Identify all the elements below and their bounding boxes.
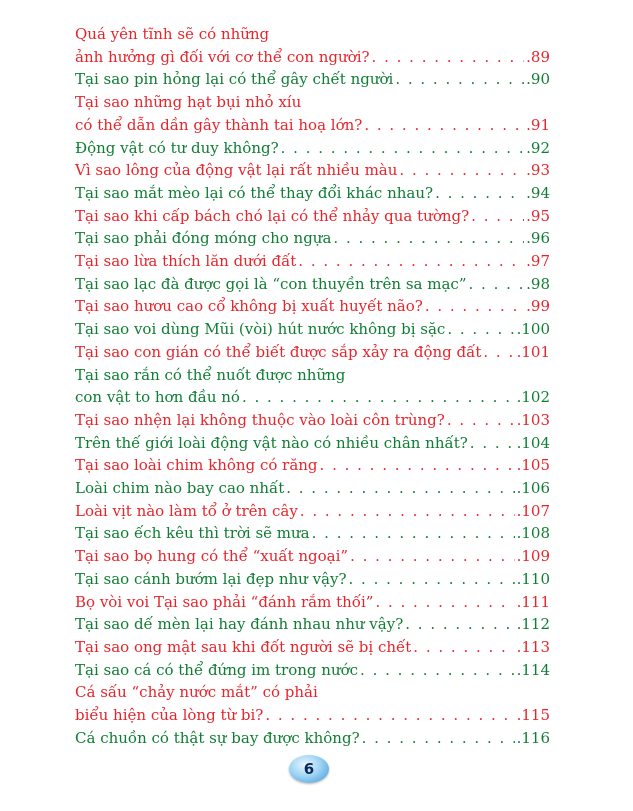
toc-entry-line [75, 68, 550, 91]
toc-entry-page: .93 [526, 161, 550, 180]
toc-entry-title: Tại sao ếch kêu thì trời sẽ mưa [75, 524, 310, 543]
toc-entry-line [75, 364, 550, 387]
toc-entry [75, 341, 550, 364]
toc-leader-dots [300, 500, 515, 523]
toc-leader-dots [320, 454, 515, 477]
toc-leader-dots [281, 137, 525, 160]
toc-entry-page: .98 [526, 274, 550, 293]
toc-entry [75, 727, 550, 750]
toc-entry [75, 68, 550, 91]
toc-entry-line [75, 23, 550, 46]
toc-entry-line [75, 545, 550, 568]
toc-leader-dots [483, 341, 514, 364]
toc-entry [75, 636, 550, 659]
toc-entry [75, 522, 550, 545]
toc-entry-title: có thể dẫn dần gây thành tai hoạ lớn? [75, 115, 363, 134]
toc-entry-page: .112 [516, 615, 550, 634]
page-number: 6 [303, 760, 315, 778]
toc-entry-page: .115 [516, 706, 550, 725]
toc-entry-page: .100 [516, 320, 550, 339]
toc-entry-page: .99 [526, 297, 550, 316]
toc-entry-line [75, 341, 550, 364]
toc-entry [75, 159, 550, 182]
toc-leader-dots [360, 659, 515, 682]
toc-entry-page: .109 [516, 547, 550, 566]
toc-entry [75, 205, 550, 228]
toc-entry-line [75, 114, 550, 137]
toc-entry-page: .97 [526, 252, 550, 271]
toc-entry-title: Tại sao rắn có thể nuốt được những [75, 365, 346, 384]
toc-entry-line [75, 273, 550, 296]
toc-entry-line [75, 250, 550, 273]
toc-entry-title: Động vật có tư duy không? [75, 138, 279, 157]
toc-entry-line [75, 681, 550, 704]
toc-entry [75, 409, 550, 432]
toc-leader-dots [375, 591, 514, 614]
toc-entry-title: Tại sao dế mèn lại hay đánh nhau như vậy? [75, 615, 404, 634]
toc-entry-line [75, 91, 550, 114]
toc-entry [75, 477, 550, 500]
toc-entry-line [75, 409, 550, 432]
toc-entry-page: .103 [516, 410, 550, 429]
toc-entry-page: .101 [516, 342, 550, 361]
toc-entry-title: Cá chuồn có thật sự bay được không? [75, 728, 360, 747]
toc-entry-title: Tại sao bọ hung có thể “xuất ngoại” [75, 547, 349, 566]
toc-entry [75, 681, 550, 726]
toc-entry [75, 137, 550, 160]
toc-entry-page: .105 [516, 456, 550, 475]
toc-entry-title: biểu hiện của lòng từ bi? [75, 706, 264, 725]
toc-entry-title: Tại sao những hạt bụi nhỏ xíu [75, 93, 302, 112]
toc-leader-dots [413, 636, 514, 659]
toc-entry-title: Vì sao lông của động vật lại rất nhiều màu [75, 161, 398, 180]
toc-leader-dots [265, 704, 514, 727]
toc-leader-dots [435, 182, 524, 205]
toc-entry-title: con vật to hơn đầu nó [75, 388, 240, 407]
toc-entry-page: .110 [516, 569, 550, 588]
toc-entry [75, 91, 550, 136]
toc-entry-line [75, 659, 550, 682]
toc-entry-title: Cá sấu “chảy nước mắt” có phải [75, 683, 318, 702]
toc-entry-line [75, 46, 550, 69]
toc-leader-dots [405, 613, 514, 636]
toc-entry [75, 432, 550, 455]
toc-entry-title: Tại sao phải đóng móng cho ngựa [75, 229, 332, 248]
toc-entry-page: .106 [516, 479, 550, 498]
page-number-badge [289, 755, 329, 783]
toc-entry-line [75, 568, 550, 591]
toc-entry-page: .91 [526, 115, 550, 134]
toc-entry-page: .89 [526, 47, 550, 66]
toc-entry-page: .96 [526, 229, 550, 248]
toc-entry-line [75, 295, 550, 318]
toc-entry-line [75, 432, 550, 455]
toc-entry-title: Tại sao lừa thích lăn dưới đất [75, 252, 297, 271]
toc-entry-title: Tại sao pin hỏng lại có thể gây chết người [75, 70, 394, 89]
toc-entry-page: .107 [516, 501, 550, 520]
toc-entry [75, 364, 550, 409]
toc-leader-dots [349, 568, 515, 591]
toc-entry-title: Quá yên tĩnh sẽ có những [75, 25, 270, 43]
toc-entry [75, 500, 550, 523]
toc-entry-page: .102 [516, 388, 550, 407]
toc-entry [75, 250, 550, 273]
toc-entry-line [75, 522, 550, 545]
toc-entry [75, 182, 550, 205]
toc-leader-dots [470, 432, 515, 455]
toc-entry [75, 613, 550, 636]
toc-entry-title: Tại sao con gián có thể biết được sắp xảy ra động đất [75, 342, 482, 361]
toc-entry [75, 273, 550, 296]
toc-entry-line [75, 727, 550, 750]
toc-entry-line [75, 318, 550, 341]
toc-leader-dots [242, 386, 515, 409]
toc-entry [75, 659, 550, 682]
toc-entry [75, 318, 550, 341]
toc-leader-dots [312, 522, 515, 545]
toc-entry-line [75, 454, 550, 477]
toc-leader-dots [469, 273, 525, 296]
toc-entry-title: Trên thế giới loài động vật nào có nhiều chân nhất? [75, 433, 468, 452]
toc-entry-page: .92 [526, 138, 550, 157]
toc-entry-page: .113 [516, 637, 550, 656]
toc-entry [75, 454, 550, 477]
toc-entry-line [75, 613, 550, 636]
toc-leader-dots [362, 727, 515, 750]
toc-entry-title: Bọ vòi voi Tại sao phải “đánh rắm thối” [75, 592, 374, 611]
toc-entry-page: .90 [526, 70, 550, 89]
toc-entry-title: Tại sao khi cấp bách chó lại có thể nhảy qua tường? [75, 206, 470, 225]
toc-leader-dots [298, 250, 524, 273]
toc-entry-page: .94 [526, 183, 550, 202]
toc-leader-dots [350, 545, 515, 568]
toc-leader-dots [364, 114, 524, 137]
toc-entry-title: Loài chim nào bay cao nhất [75, 479, 285, 498]
toc-entry-title: Loài vịt nào làm tổ ở trên cây [75, 501, 298, 520]
toc-leader-dots [447, 409, 515, 432]
toc-leader-dots [286, 477, 514, 500]
toc-entry-page: .111 [516, 592, 550, 611]
toc-entry [75, 568, 550, 591]
toc-entry-title: Tại sao mắt mèo lại có thể thay đổi khác nhau? [75, 183, 434, 202]
toc-entry-title: ảnh hưởng gì đối với cơ thể con người? [75, 47, 370, 66]
toc-entry-line [75, 182, 550, 205]
toc-entry-line [75, 227, 550, 250]
toc-entry-line [75, 386, 550, 409]
toc-entry-page: .114 [516, 660, 550, 679]
toc-leader-dots [372, 46, 525, 69]
toc-entry-line [75, 205, 550, 228]
toc-entry [75, 295, 550, 318]
toc-entry-page: .116 [516, 728, 550, 747]
toc-leader-dots [447, 318, 514, 341]
toc-entry-title: Tại sao lạc đà được gọi là “con thuyền trên sa mạc” [75, 274, 467, 293]
toc-entry-title: Tại sao hươu cao cổ không bị xuất huyết não? [75, 297, 423, 316]
toc-entry-title: Tại sao cá có thể đứng im trong nước [75, 660, 359, 679]
toc-entry [75, 545, 550, 568]
toc-entry-title: Tại sao ong mật sau khi đốt người sẽ bị chết [75, 637, 412, 656]
toc-entry-line [75, 477, 550, 500]
toc-entry-page: .108 [516, 524, 550, 543]
toc-entry-line [75, 500, 550, 523]
table-of-contents [75, 23, 550, 750]
toc-entry [75, 23, 550, 68]
toc-leader-dots [333, 227, 524, 250]
toc-entry-line [75, 137, 550, 160]
toc-entry-line [75, 159, 550, 182]
toc-entry-page: .104 [516, 433, 550, 452]
toc-entry [75, 227, 550, 250]
toc-entry [75, 591, 550, 614]
toc-leader-dots [399, 159, 524, 182]
toc-entry-line [75, 591, 550, 614]
toc-entry-line [75, 636, 550, 659]
toc-leader-dots [471, 205, 524, 228]
toc-entry-title: Tại sao nhện lại không thuộc vào loài côn trùng? [75, 410, 445, 429]
toc-entry-title: Tại sao loài chim không có răng [75, 456, 318, 475]
toc-leader-dots [425, 295, 524, 318]
toc-entry-title: Tại sao cánh bướm lại đẹp như vậy? [75, 569, 347, 588]
toc-leader-dots [395, 68, 524, 91]
toc-entry-line [75, 704, 550, 727]
toc-entry-title: Tại sao voi dùng Mũi (vòi) hút nước không bị sặc [75, 320, 446, 339]
toc-entry-page: .95 [526, 206, 550, 225]
